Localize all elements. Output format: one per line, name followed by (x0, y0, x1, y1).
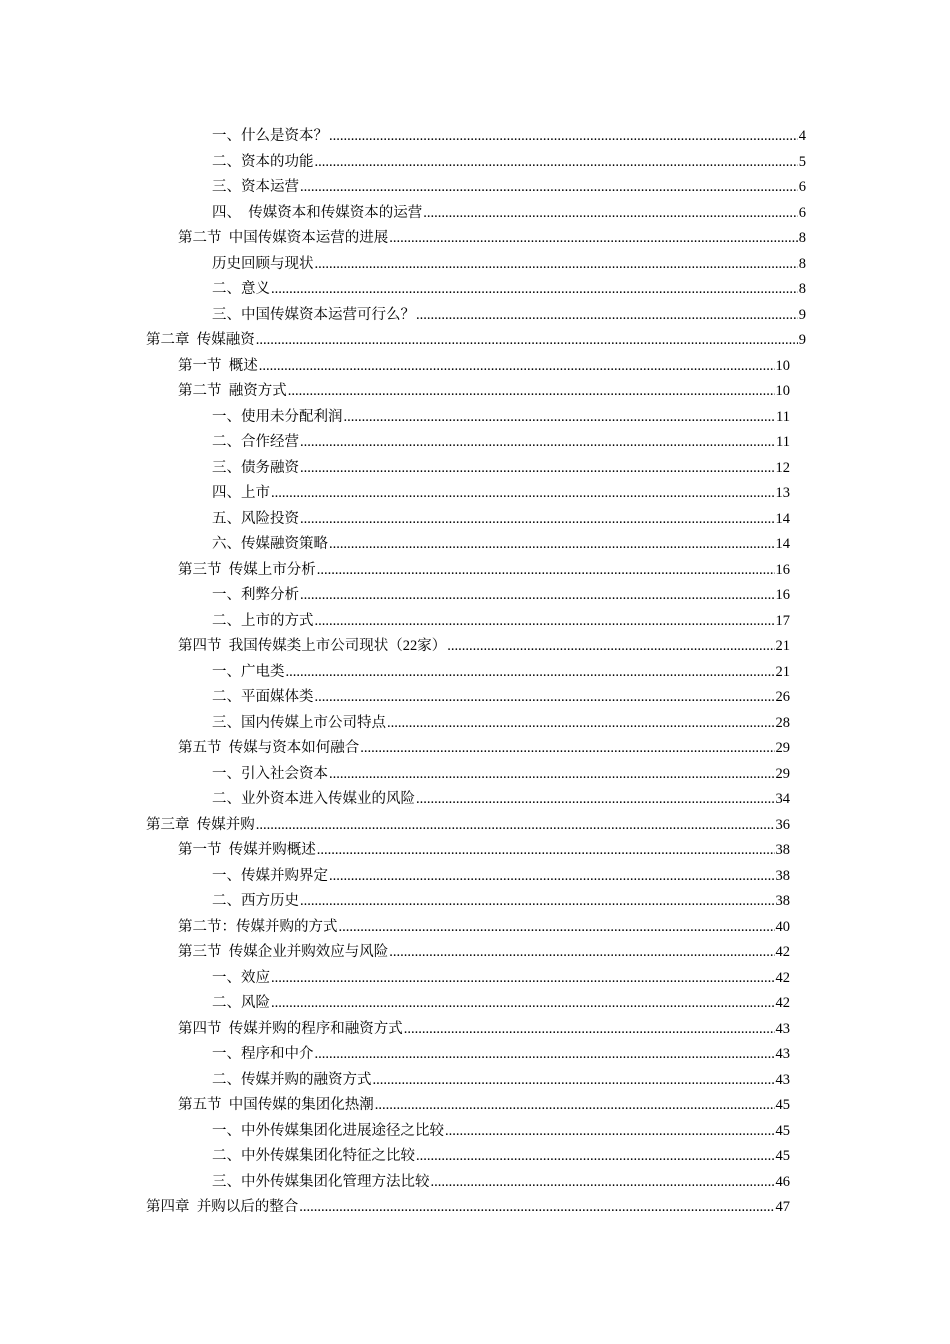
toc-entry-page-number: 17 (775, 612, 790, 629)
toc-leader-dots (300, 507, 775, 533)
toc-entry[interactable] (0, 430, 950, 456)
toc-leader-dots (317, 838, 775, 864)
toc-entry-page-number: 38 (775, 867, 790, 884)
toc-entry-title: 第四节 传媒并购的程序和融资方式 (178, 1020, 403, 1037)
toc-entry[interactable] (0, 150, 950, 176)
toc-entry-title: 六、传媒融资策略 (212, 536, 328, 552)
toc-entry-title: 二、资本的功能 (212, 153, 314, 170)
toc-entry-page-number: 36 (775, 816, 790, 833)
toc-entry-page-number: 43 (775, 1020, 790, 1037)
toc-entry[interactable] (0, 915, 950, 941)
toc-leader-dots (431, 1170, 775, 1196)
toc-entry-page-number: 9 (798, 306, 806, 323)
toc-leader-dots (389, 940, 774, 966)
toc-entry-title: 三、中外传媒集团化管理方法比较 (212, 1173, 430, 1190)
toc-leader-dots (299, 1195, 774, 1221)
toc-entry[interactable] (0, 736, 950, 762)
toc-entry-page-number: 12 (775, 459, 790, 476)
toc-entry[interactable] (0, 1017, 950, 1043)
toc-entry[interactable] (0, 991, 950, 1017)
toc-leader-dots (271, 277, 798, 303)
toc-entry-page-number: 6 (798, 179, 806, 195)
toc-entry[interactable] (0, 1042, 950, 1068)
toc-entry[interactable] (0, 328, 950, 354)
toc-leader-dots (288, 379, 775, 405)
toc-leader-dots (271, 966, 775, 992)
toc-entry-title: 第四节 我国传媒类上市公司现状（22家） (178, 638, 447, 654)
toc-leader-dots (404, 1017, 775, 1043)
toc-entry[interactable] (0, 1144, 950, 1170)
toc-entry-title: 第五节 传媒与资本如何融合 (178, 740, 360, 756)
toc-leader-dots (256, 813, 775, 839)
toc-entry-page-number: 10 (775, 357, 790, 374)
toc-entry[interactable] (0, 1119, 950, 1145)
toc-entry-page-number: 42 (775, 995, 790, 1011)
toc-entry-title: 第二节 中国传媒资本运营的进展 (178, 230, 389, 246)
toc-entry-title: 第三章 传媒并购 (146, 816, 255, 833)
toc-entry-title: 第二章 传媒融资 (146, 332, 255, 348)
toc-leader-dots (447, 634, 774, 660)
toc-entry[interactable] (0, 507, 950, 533)
toc-entry-title: 二、传媒并购的融资方式 (212, 1071, 372, 1088)
toc-entry-title: 第四章 并购以后的整合 (146, 1199, 299, 1215)
toc-leader-dots (317, 558, 775, 584)
toc-entry-page-number: 14 (775, 510, 790, 527)
toc-entry[interactable] (0, 226, 950, 252)
toc-entry[interactable] (0, 532, 950, 558)
toc-leader-dots (300, 175, 798, 201)
toc-entry[interactable] (0, 660, 950, 686)
toc-entry-page-number: 28 (775, 714, 790, 731)
toc-entry-title: 二、西方历史 (212, 893, 299, 909)
toc-leader-dots (315, 1042, 775, 1068)
toc-entry[interactable] (0, 864, 950, 890)
toc-entry-title: 第三节 传媒企业并购效应与风险 (178, 944, 389, 960)
toc-entry-page-number: 14 (775, 536, 790, 552)
toc-entry[interactable] (0, 1093, 950, 1119)
toc-leader-dots (300, 583, 775, 609)
toc-entry-title: 第二节：传媒并购的方式 (178, 918, 338, 935)
toc-leader-dots (373, 1068, 775, 1094)
toc-entry-title: 第一节 概述 (178, 357, 258, 374)
toc-leader-dots (271, 991, 775, 1017)
toc-leader-dots (300, 430, 775, 456)
toc-entry-title: 第五节 中国传媒的集团化热潮 (178, 1097, 374, 1113)
toc-leader-dots (423, 201, 798, 227)
toc-entry-page-number: 8 (798, 230, 806, 246)
toc-entry-page-number: 45 (775, 1122, 790, 1139)
toc-entry-page-number: 10 (775, 383, 790, 399)
toc-leader-dots (300, 456, 775, 482)
toc-entry-title: 二、平面媒体类 (212, 689, 314, 705)
toc-entry-title: 一、使用未分配利润 (212, 408, 343, 425)
toc-leader-dots (329, 762, 775, 788)
toc-leader-dots (286, 660, 775, 686)
toc-entry-page-number: 38 (775, 842, 790, 858)
toc-entry[interactable] (0, 966, 950, 992)
toc-entry-title: 一、什么是资本？ (212, 128, 328, 144)
toc-entry-page-number: 11 (776, 434, 790, 450)
toc-leader-dots (389, 226, 798, 252)
toc-leader-dots (329, 124, 798, 150)
toc-entry-title: 三、资本运营 (212, 179, 299, 195)
toc-entry-title: 二、业外资本进入传媒业的风险 (212, 791, 415, 807)
toc-entry[interactable] (0, 175, 950, 201)
toc-leader-dots (329, 532, 775, 558)
toc-leader-dots (329, 864, 775, 890)
toc-entry-page-number: 11 (776, 408, 790, 425)
toc-leader-dots (375, 1093, 775, 1119)
toc-entry-page-number: 9 (798, 332, 806, 348)
toc-entry-title: 四、 传媒资本和传媒资本的运营 (212, 204, 423, 221)
toc-entry-title: 一、广电类 (212, 663, 285, 680)
toc-entry-page-number: 34 (775, 791, 790, 807)
toc-entry-title: 历史回顾与现状 (212, 255, 314, 272)
toc-entry-title: 第三节 传媒上市分析 (178, 561, 316, 578)
toc-leader-dots (259, 354, 775, 380)
toc-leader-dots (315, 150, 798, 176)
toc-entry[interactable] (0, 124, 950, 150)
toc-entry-title: 一、中外传媒集团化进展途径之比较 (212, 1122, 444, 1139)
toc-entry[interactable] (0, 940, 950, 966)
toc-entry-page-number: 38 (775, 893, 790, 909)
toc-entry[interactable] (0, 838, 950, 864)
toc-entry[interactable] (0, 481, 950, 507)
toc-entry-page-number: 29 (775, 740, 790, 756)
toc-entry[interactable] (0, 201, 950, 227)
toc-entry[interactable] (0, 277, 950, 303)
toc-leader-dots (339, 915, 775, 941)
toc-leader-dots (445, 1119, 775, 1145)
toc-entry-page-number: 42 (775, 969, 790, 986)
toc-entry-title: 二、中外传媒集团化特征之比较 (212, 1148, 415, 1164)
toc-entry-title: 二、风险 (212, 995, 270, 1011)
toc-entry-page-number: 8 (798, 281, 806, 297)
toc-entry-title: 二、上市的方式 (212, 612, 314, 629)
toc-entry[interactable] (0, 634, 950, 660)
toc-entry-page-number: 43 (775, 1046, 790, 1062)
toc-entry-title: 二、意义 (212, 281, 270, 297)
toc-entry-page-number: 45 (775, 1097, 790, 1113)
toc-entry[interactable] (0, 889, 950, 915)
toc-entry-page-number: 21 (775, 663, 790, 680)
toc-entry-title: 三、中国传媒资本运营可行么？ (212, 306, 415, 323)
toc-leader-dots (416, 1144, 775, 1170)
toc-entry-page-number: 43 (775, 1071, 790, 1088)
toc-entry-page-number: 47 (775, 1199, 790, 1215)
toc-entry[interactable] (0, 711, 950, 737)
toc-entry-page-number: 5 (798, 153, 806, 170)
toc-entry-page-number: 45 (775, 1148, 790, 1164)
toc-entry-title: 第一节 传媒并购概述 (178, 842, 316, 858)
toc-leader-dots (315, 252, 798, 278)
toc-entry-title: 四、上市 (212, 485, 270, 501)
toc-entry-page-number: 26 (775, 689, 790, 705)
toc-entry[interactable] (0, 303, 950, 329)
table-of-contents (0, 124, 950, 1221)
toc-entry[interactable] (0, 813, 950, 839)
toc-entry-page-number: 46 (775, 1173, 790, 1190)
toc-leader-dots (271, 481, 775, 507)
toc-leader-dots (315, 685, 775, 711)
toc-entry[interactable] (0, 252, 950, 278)
toc-entry[interactable] (0, 456, 950, 482)
toc-entry-page-number: 13 (775, 485, 790, 501)
toc-entry-page-number: 16 (775, 561, 790, 578)
toc-leader-dots (416, 303, 798, 329)
toc-entry-page-number: 4 (798, 128, 806, 144)
toc-entry-title: 第二节 融资方式 (178, 383, 287, 399)
toc-entry-page-number: 29 (775, 765, 790, 782)
toc-entry-title: 五、风险投资 (212, 510, 299, 527)
toc-entry[interactable] (0, 787, 950, 813)
toc-entry[interactable] (0, 558, 950, 584)
toc-entry-title: 一、利弊分析 (212, 587, 299, 603)
toc-leader-dots (344, 405, 776, 431)
toc-leader-dots (387, 711, 775, 737)
toc-entry-title: 一、传媒并购界定 (212, 867, 328, 884)
toc-entry-title: 二、合作经营 (212, 434, 299, 450)
toc-entry-title: 一、程序和中介 (212, 1046, 314, 1062)
toc-entry[interactable] (0, 354, 950, 380)
toc-entry-page-number: 8 (798, 255, 806, 272)
toc-leader-dots (256, 328, 798, 354)
toc-entry[interactable] (0, 583, 950, 609)
toc-entry-title: 一、效应 (212, 969, 270, 986)
toc-entry[interactable] (0, 762, 950, 788)
toc-entry-page-number: 16 (775, 587, 790, 603)
toc-entry-title: 三、国内传媒上市公司特点 (212, 714, 386, 731)
toc-entry-page-number: 6 (798, 204, 806, 221)
toc-entry-title: 三、债务融资 (212, 459, 299, 476)
toc-entry[interactable] (0, 1170, 950, 1196)
toc-entry[interactable] (0, 685, 950, 711)
toc-leader-dots (360, 736, 774, 762)
toc-entry-page-number: 40 (775, 918, 790, 935)
toc-entry[interactable] (0, 609, 950, 635)
toc-entry[interactable] (0, 1068, 950, 1094)
toc-leader-dots (300, 889, 775, 915)
toc-entry-title: 一、引入社会资本 (212, 765, 328, 782)
toc-entry[interactable] (0, 379, 950, 405)
toc-entry[interactable] (0, 405, 950, 431)
toc-leader-dots (315, 609, 775, 635)
toc-entry[interactable] (0, 1195, 950, 1221)
toc-leader-dots (416, 787, 775, 813)
toc-entry-page-number: 21 (775, 638, 790, 654)
toc-entry-page-number: 42 (775, 944, 790, 960)
